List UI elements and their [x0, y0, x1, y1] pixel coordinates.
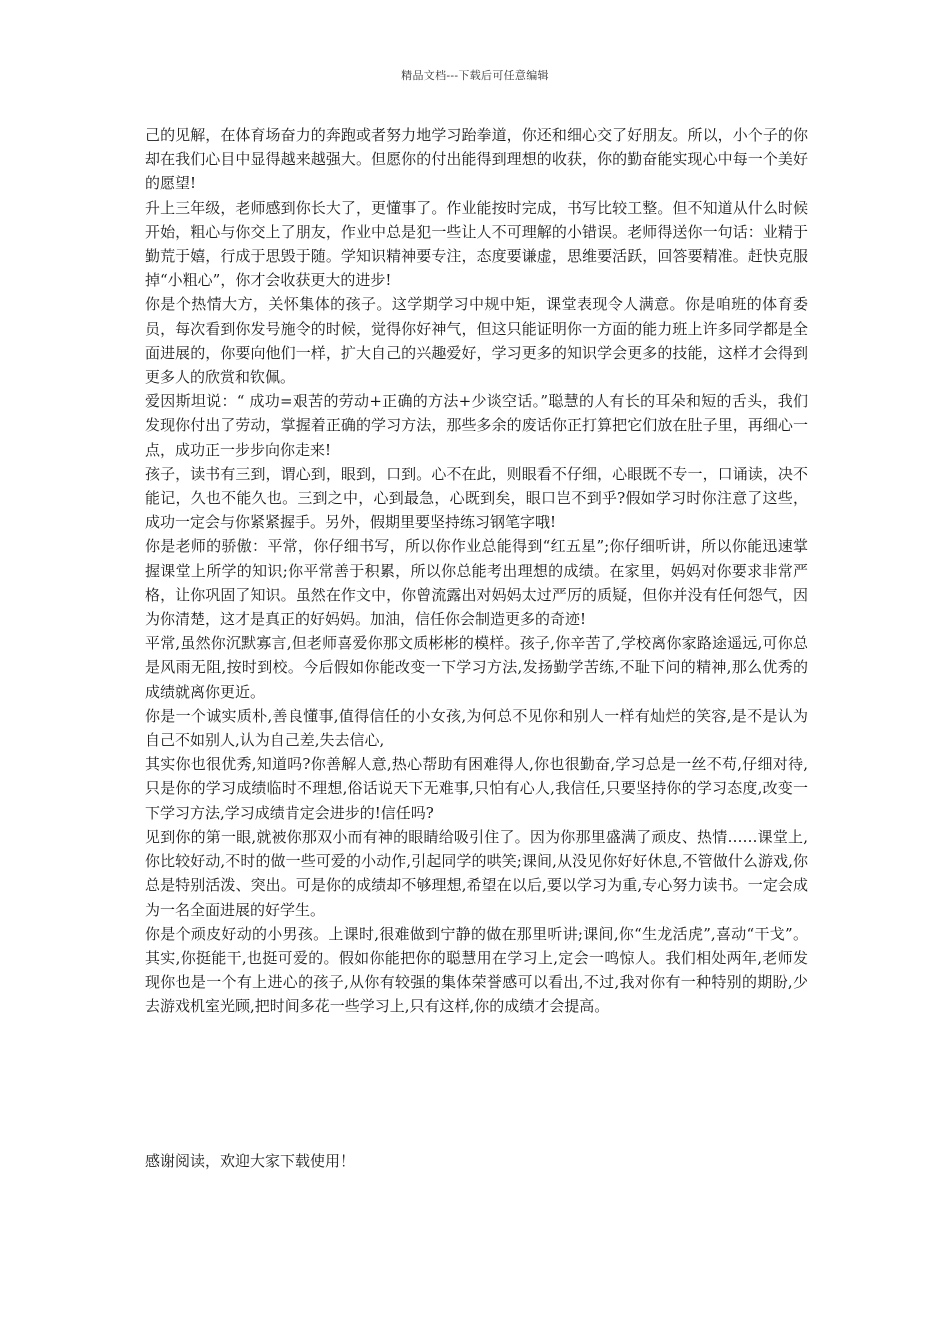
- paragraph: 你是老师的骄傲：平常，你仔细书写，所以你作业总能得到“红五星”;你仔细听讲，所以你能迅速掌握课堂上所学的知识;你平常善于积累，所以你总能考出理想的成绩。在家里，妈妈对你要求非常严格，让你巩固了知识。虽然在作文中，你曾流露出对妈妈太过严厉的质疑，但你并没有任何怨气，因为你清楚，这才是真正的好妈妈。加油，信任你会制造更多的奇迹!: [145, 537, 808, 629]
- closing-note: 感谢阅读，欢迎大家下载使用！: [145, 1152, 356, 1170]
- paragraph: 升上三年级，老师感到你长大了，更懂事了。作业能按时完成，书写比较工整。但不知道从什么时候开始，粗心与你交上了朋友，作业中总是犯一些让人不可理解的小错误。老师得送你一句话：业精于勤荒于嬉，行成于思毁于随。学知识精神要专注，态度要谦虚，思维要活跃，回答要精准。赶快克服掉“小粗心”，你才会收获更大的进步!: [145, 198, 808, 290]
- paragraph: 你是个热情大方，关怀集体的孩子。这学期学习中规中矩，课堂表现令人满意。你是咱班的体育委员，每次看到你发号施令的时候，觉得你好神气，但这只能证明你一方面的能力班上许多同学都是全面进展的，你要向他们一样，扩大自己的兴趣爱好，学习更多的知识学会更多的技能，这样才会得到更多人的欣赏和钦佩。: [145, 295, 808, 387]
- page-header: 精品文档---下载后可任意编辑: [401, 69, 549, 82]
- document-body: [145, 123, 808, 1019]
- paragraph: 爱因斯坦说：“ 成功=艰苦的劳动+正确的方法+少谈空话。”聪慧的人有长的耳朵和短的舌头，我们发现你付出了劳动，掌握着正确的学习方法，那些多余的废话你正打算把它们放在肚子里，再细心一点，成功正一步步向你走来!: [145, 392, 808, 459]
- paragraph: 平常,虽然你沉默寡言,但老师喜爱你那文质彬彬的模样。孩子,你辛苦了,学校离你家路途遥远,可你总是风雨无阻,按时到校。今后假如你能改变一下学习方法,发扬勤学苦练,不耻下问的精神,那么优秀的成绩就离你更近。: [145, 634, 808, 701]
- paragraph: 己的见解，在体育场奋力的奔跑或者努力地学习跆拳道，你还和细心交了好朋友。所以，小个子的你却在我们心目中显得越来越强大。但愿你的付出能得到理想的收获，你的勤奋能实现心中每一个美好的愿望!: [145, 126, 808, 193]
- paragraph: 你是个顽皮好动的小男孩。上课时,很难做到宁静的做在那里听讲;课间,你“生龙活虎”,喜动“干戈”。其实,你挺能干,也挺可爱的。假如你能把你的聪慧用在学习上,定会一鸣惊人。我们相处两年,老师发现你也是一个有上进心的孩子,从你有较强的集体荣誉感可以看出,不过,我对你有一种特别的期盼,少去游戏机室光顾,把时间多花一些学习上,只有这样,你的成绩才会提高。: [145, 924, 808, 1016]
- paragraph: 见到你的第一眼,就被你那双小而有神的眼睛给吸引住了。因为你那里盛满了顽皮、热情……课堂上,你比较好动,不时的做一些可爱的小动作,引起同学的哄笑;课间,从没见你好好休息,不管做什么游戏,你总是特别活泼、突出。可是你的成绩却不够理想,希望在以后,要以学习为重,专心努力读书。一定会成为一名全面进展的好学生。: [145, 827, 808, 919]
- paragraph: 你是一个诚实质朴,善良懂事,值得信任的小女孩,为何总不见你和别人一样有灿烂的笑容,是不是认为自己不如别人,认为自己差,失去信心,: [145, 706, 808, 750]
- paragraph: 其实你也很优秀,知道吗?你善解人意,热心帮助有困难得人,你也很勤奋,学习总是一丝不苟,仔细对待,只是你的学习成绩临时不理想,俗话说天下无难事,只怕有心人,我信任,只要坚持你的学习态度,改变一下学习方法,学习成绩肯定会进步的!信任吗?: [145, 755, 808, 822]
- paragraph: 孩子，读书有三到，谓心到，眼到，口到。心不在此，则眼看不仔细，心眼既不专一，口诵读，决不能记，久也不能久也。三到之中，心到最急，心既到矣，眼口岂不到乎?假如学习时你注意了这些，成功一定会与你紧紧握手。另外，假期里要坚持练习钢笔字哦!: [145, 464, 808, 532]
